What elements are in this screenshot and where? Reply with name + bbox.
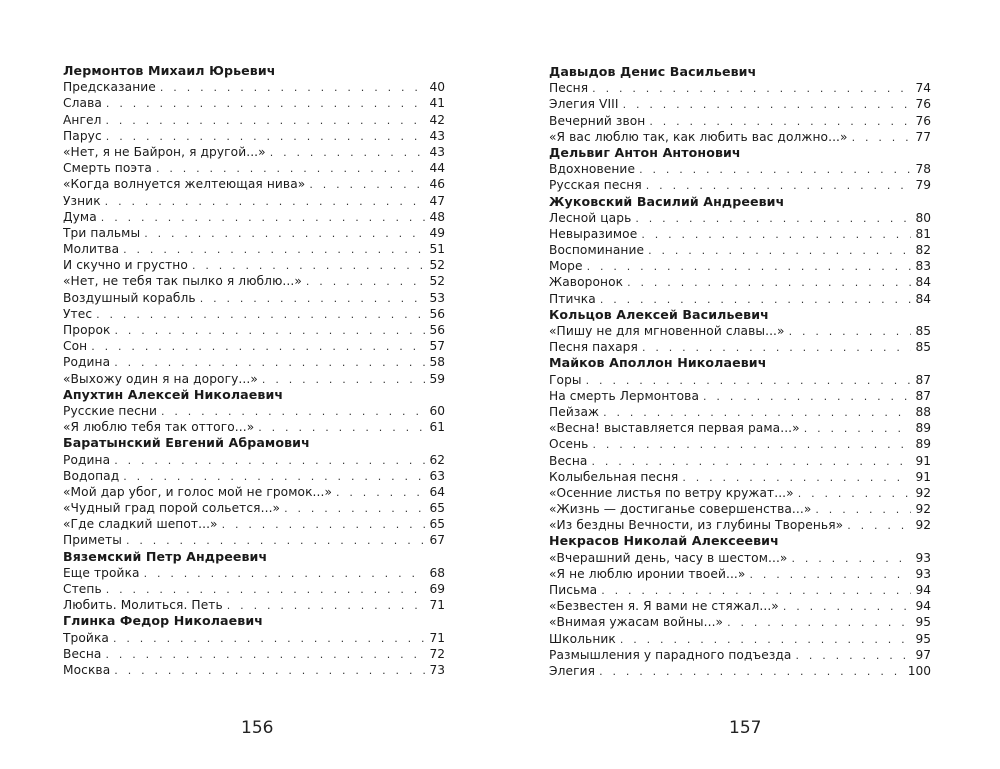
entry-page-number: 94 xyxy=(915,599,931,614)
entry-page-number: 89 xyxy=(915,437,931,452)
author-name: Майков Аполлон Николаевич xyxy=(549,355,767,371)
entry-title: Слава xyxy=(63,96,102,111)
toc-entry xyxy=(63,241,445,257)
dot-leader xyxy=(600,292,912,307)
entry-page-number: 93 xyxy=(915,566,931,581)
dot-leader xyxy=(804,421,912,436)
entry-title: Приметы xyxy=(63,533,122,548)
author-heading xyxy=(549,307,931,323)
toc-entry xyxy=(549,663,931,679)
author-heading xyxy=(549,355,931,371)
toc-entry xyxy=(63,646,445,662)
dot-leader xyxy=(847,518,911,533)
toc-entry xyxy=(549,388,931,404)
toc-entry xyxy=(63,79,445,95)
dot-leader xyxy=(627,275,911,290)
entry-title: Узник xyxy=(63,193,101,208)
entry-page-number: 95 xyxy=(915,615,931,630)
entry-title: Пейзаж xyxy=(549,404,600,419)
dot-leader xyxy=(641,227,911,242)
toc-entry xyxy=(63,273,445,289)
toc-entry xyxy=(63,322,445,338)
toc-entry xyxy=(549,129,931,145)
author-name: Лермонтов Михаил Юрьевич xyxy=(63,63,276,78)
entry-title: Вдохновение xyxy=(549,162,636,177)
toc-entry xyxy=(63,403,445,419)
entry-page-number: 41 xyxy=(429,96,445,111)
entry-title: Элегия xyxy=(549,663,596,678)
toc-entry xyxy=(549,614,931,630)
dot-leader xyxy=(789,324,912,339)
toc-entry xyxy=(63,419,445,435)
toc-entry xyxy=(63,338,445,354)
toc-entry xyxy=(63,193,445,209)
entry-page-number: 93 xyxy=(915,550,931,565)
toc-entry xyxy=(549,469,931,485)
toc-entry xyxy=(549,242,931,258)
entry-page-number: 65 xyxy=(429,517,445,532)
entry-page-number: 62 xyxy=(429,452,445,467)
entry-page-number: 58 xyxy=(429,355,445,370)
toc-entry xyxy=(63,597,445,613)
author-heading xyxy=(549,145,931,161)
entry-title: «Нет, я не Байрон, я другой...» xyxy=(63,144,266,159)
entry-title: Воспоминание xyxy=(549,243,645,258)
author-name: Глинка Федор Николаевич xyxy=(63,613,264,629)
toc-entry xyxy=(549,291,931,307)
entry-title: Предсказание xyxy=(63,80,156,95)
entry-page-number: 81 xyxy=(915,226,931,241)
author-name: Давыдов Денис Васильевич xyxy=(549,64,757,79)
dot-leader xyxy=(592,81,911,96)
author-heading xyxy=(63,613,445,629)
entry-title: «Где сладкий шепот...» xyxy=(63,517,218,532)
dot-leader xyxy=(115,323,426,338)
entry-page-number: 48 xyxy=(429,209,445,224)
author-heading xyxy=(63,435,445,451)
toc-entry xyxy=(63,209,445,225)
entry-title: Колыбельная песня xyxy=(549,469,679,484)
entry-title: «Выхожу один я на дорогу...» xyxy=(63,371,258,386)
dot-leader xyxy=(648,243,911,258)
entry-title: «Я вас люблю так, как любить вас должно...» xyxy=(549,129,848,144)
entry-page-number: 40 xyxy=(429,80,445,95)
entry-page-number: 88 xyxy=(915,404,931,419)
entry-page-number: 92 xyxy=(915,485,931,500)
entry-page-number: 52 xyxy=(429,274,445,289)
author-name: Баратынский Евгений Абрамович xyxy=(63,435,310,451)
entry-title: «Жизнь — достиганье совершенства...» xyxy=(549,502,812,517)
dot-leader xyxy=(639,162,911,177)
toc-entry xyxy=(549,177,931,193)
author-name: Вяземский Петр Андреевич xyxy=(63,548,268,564)
entry-page-number: 85 xyxy=(915,324,931,338)
dot-leader xyxy=(270,145,426,160)
entry-title: Размышления у парадного подъезда xyxy=(549,647,792,662)
dot-leader xyxy=(682,470,911,485)
entry-title: На смерть Лермонтова xyxy=(549,388,700,403)
dot-leader xyxy=(592,454,912,469)
toc-entry xyxy=(63,144,445,160)
dot-leader xyxy=(101,210,426,225)
dot-leader xyxy=(114,355,425,370)
entry-page-number: 91 xyxy=(915,453,931,468)
dot-leader xyxy=(815,502,911,517)
entry-title: Весна xyxy=(549,453,588,468)
toc-entry xyxy=(549,258,931,274)
author-heading xyxy=(549,64,931,80)
dot-leader xyxy=(620,632,912,647)
entry-title: «Нет, не тебя так пылко я люблю...» xyxy=(63,274,302,289)
entry-title: «Пишу не для мгновенной славы...» xyxy=(549,324,785,338)
entry-page-number: 87 xyxy=(915,372,931,387)
dot-leader xyxy=(649,114,911,129)
author-heading xyxy=(549,194,931,210)
entry-page-number: 57 xyxy=(429,339,445,354)
entry-page-number: 56 xyxy=(429,306,445,321)
dot-leader xyxy=(592,437,911,452)
left-page-number: 156 xyxy=(241,718,274,738)
entry-page-number: 44 xyxy=(429,161,445,176)
dot-leader xyxy=(306,274,426,289)
entry-page-number: 60 xyxy=(429,403,445,418)
entry-page-number: 65 xyxy=(429,501,445,516)
entry-title: «Весна! выставляется первая рама...» xyxy=(549,421,800,436)
entry-title: Сон xyxy=(63,339,88,354)
toc-entry xyxy=(63,468,445,484)
entry-title: «Осенние листья по ветру кружат...» xyxy=(549,485,794,500)
entry-page-number: 61 xyxy=(429,420,445,435)
entry-title: Песня xyxy=(549,81,589,96)
entry-page-number: 94 xyxy=(915,583,931,597)
entry-page-number: 52 xyxy=(429,258,445,273)
entry-title: Вечерний звон xyxy=(549,113,646,128)
dot-leader xyxy=(106,647,426,662)
entry-title: «Я не люблю иронии твоей...» xyxy=(549,566,746,581)
entry-title: Ангел xyxy=(63,112,102,127)
entry-page-number: 56 xyxy=(429,323,445,337)
toc-entry xyxy=(549,80,931,96)
toc-entry xyxy=(63,565,445,581)
entry-title: Письма xyxy=(549,583,598,597)
entry-page-number: 71 xyxy=(429,630,445,645)
entry-title: «Безвестен я. Я вами не стяжал...» xyxy=(549,599,779,614)
entry-page-number: 43 xyxy=(429,144,445,159)
toc-entry xyxy=(549,96,931,112)
entry-title: Лесной царь xyxy=(549,210,632,225)
entry-title: Родина xyxy=(63,452,111,467)
entry-title: Дума xyxy=(63,209,97,224)
dot-leader xyxy=(258,420,425,435)
entry-page-number: 89 xyxy=(915,421,931,436)
entry-page-number: 64 xyxy=(429,484,445,499)
entry-title: «Внимая ужасам войны...» xyxy=(549,615,724,630)
entry-page-number: 53 xyxy=(429,290,445,305)
toc-entry xyxy=(549,453,931,469)
entry-page-number: 82 xyxy=(915,243,931,258)
entry-page-number: 43 xyxy=(429,128,445,143)
entry-page-number: 42 xyxy=(429,112,445,127)
dot-leader xyxy=(635,211,911,226)
dot-leader xyxy=(852,130,912,145)
dot-leader xyxy=(227,598,426,613)
entry-title: Море xyxy=(549,259,583,274)
toc-entry xyxy=(549,566,931,582)
toc-entry xyxy=(549,372,931,388)
entry-page-number: 92 xyxy=(915,518,931,533)
entry-page-number: 84 xyxy=(915,275,931,290)
entry-page-number: 49 xyxy=(429,225,445,240)
entry-page-number: 84 xyxy=(915,291,931,306)
toc-entry xyxy=(549,647,931,663)
dot-leader xyxy=(123,242,425,257)
entry-title: Молитва xyxy=(63,242,120,257)
author-name: Некрасов Николай Алексеевич xyxy=(549,533,779,549)
toc-entry xyxy=(63,128,445,144)
entry-title: Тройка xyxy=(63,630,109,645)
dot-leader xyxy=(796,648,912,663)
entry-title: Горы xyxy=(549,372,582,387)
entry-page-number: 83 xyxy=(915,259,931,274)
right-page-toc xyxy=(549,64,931,679)
dot-leader xyxy=(91,339,425,354)
toc-entry xyxy=(63,500,445,516)
dot-leader xyxy=(599,664,904,679)
entry-page-number: 59 xyxy=(429,371,445,386)
entry-title: Воздушный корабль xyxy=(63,290,196,305)
toc-entry xyxy=(549,339,931,355)
entry-title: Птичка xyxy=(549,291,596,306)
dot-leader xyxy=(284,501,425,516)
author-heading xyxy=(63,387,445,403)
dot-leader xyxy=(791,551,911,566)
dot-leader xyxy=(144,566,426,581)
right-page-number: 157 xyxy=(729,718,762,738)
dot-leader xyxy=(587,259,912,274)
toc-entry xyxy=(63,662,445,678)
dot-leader xyxy=(727,615,911,630)
entry-title: Родина xyxy=(63,355,111,370)
toc-entry xyxy=(549,598,931,614)
toc-entry xyxy=(63,306,445,322)
toc-entry xyxy=(63,354,445,370)
author-name: Жуковский Василий Андреевич xyxy=(549,193,785,209)
dot-leader xyxy=(783,599,912,614)
entry-page-number: 100 xyxy=(907,663,931,678)
entry-page-number: 71 xyxy=(429,598,445,613)
entry-title: Водопад xyxy=(63,468,120,483)
left-page-toc xyxy=(63,63,445,678)
toc-entry xyxy=(549,501,931,517)
entry-title: «Я люблю тебя так оттого...» xyxy=(63,420,255,435)
entry-page-number: 76 xyxy=(915,97,931,112)
toc-entry xyxy=(63,630,445,646)
toc-entry xyxy=(63,225,445,241)
dot-leader xyxy=(336,485,425,500)
dot-leader xyxy=(798,486,912,501)
entry-page-number: 87 xyxy=(915,388,931,403)
toc-entry xyxy=(549,226,931,242)
dot-leader xyxy=(642,340,912,355)
entry-title: «Вчерашний день, часу в шестом...» xyxy=(549,550,788,565)
dot-leader xyxy=(222,517,426,532)
dot-leader xyxy=(646,178,912,193)
dot-leader xyxy=(309,177,425,192)
dot-leader xyxy=(586,373,912,388)
dot-leader xyxy=(160,80,426,95)
dot-leader xyxy=(156,161,426,176)
toc-entry xyxy=(63,95,445,111)
toc-entry xyxy=(549,631,931,647)
toc-entry xyxy=(549,210,931,226)
dot-leader xyxy=(113,631,425,646)
toc-entry xyxy=(63,371,445,387)
entry-page-number: 46 xyxy=(429,177,445,192)
entry-title: Песня пахаря xyxy=(549,340,638,355)
toc-entry xyxy=(63,257,445,273)
entry-title: Жаворонок xyxy=(549,275,624,290)
toc-entry xyxy=(549,113,931,129)
toc-entry xyxy=(63,160,445,176)
entry-page-number: 73 xyxy=(429,662,445,677)
dot-leader xyxy=(623,97,912,112)
toc-entry xyxy=(549,420,931,436)
toc-entry xyxy=(63,290,445,306)
entry-title: Школьник xyxy=(549,631,616,646)
entry-page-number: 69 xyxy=(429,582,445,596)
toc-entry xyxy=(63,452,445,468)
entry-page-number: 78 xyxy=(915,162,931,177)
entry-title: Утес xyxy=(63,306,93,321)
dot-leader xyxy=(192,258,426,273)
entry-title: «Когда волнуется желтеющая нива» xyxy=(63,177,306,192)
toc-entry xyxy=(549,550,931,566)
toc-entry xyxy=(63,581,445,597)
toc-entry xyxy=(549,323,931,339)
author-heading xyxy=(549,533,931,549)
toc-entry xyxy=(549,517,931,533)
entry-page-number: 77 xyxy=(915,129,931,144)
entry-title: «Мой дар убог, и голос мой не громок...» xyxy=(63,484,333,499)
dot-leader xyxy=(106,113,426,128)
dot-leader xyxy=(96,307,425,322)
entry-page-number: 51 xyxy=(429,242,445,257)
entry-page-number: 63 xyxy=(429,468,445,483)
entry-page-number: 95 xyxy=(915,631,931,646)
author-name: Кольцов Алексей Васильевич xyxy=(549,306,769,322)
toc-entry xyxy=(549,485,931,501)
dot-leader xyxy=(144,226,425,241)
toc-entry xyxy=(549,161,931,177)
author-name: Дельвиг Антон Антонович xyxy=(549,144,741,160)
toc-entry xyxy=(63,112,445,128)
dot-leader xyxy=(200,291,426,306)
dot-leader xyxy=(126,533,426,548)
dot-leader xyxy=(703,389,911,404)
toc-entry xyxy=(63,176,445,192)
toc-entry xyxy=(549,404,931,420)
entry-title: Еще тройка xyxy=(63,565,140,580)
entry-page-number: 68 xyxy=(429,565,445,580)
entry-title: Москва xyxy=(63,662,111,677)
toc-entry xyxy=(549,582,931,598)
entry-title: Три пальмы xyxy=(63,225,141,240)
entry-page-number: 67 xyxy=(429,533,445,548)
dot-leader xyxy=(106,96,426,111)
dot-leader xyxy=(114,663,425,678)
entry-page-number: 76 xyxy=(915,113,931,128)
author-heading xyxy=(63,549,445,565)
toc-entry xyxy=(549,436,931,452)
entry-title: Парус xyxy=(63,128,102,143)
author-heading xyxy=(63,63,445,79)
dot-leader xyxy=(262,372,426,387)
dot-leader xyxy=(114,453,425,468)
entry-page-number: 92 xyxy=(915,502,931,517)
entry-page-number: 97 xyxy=(915,647,931,662)
entry-title: Русские песни xyxy=(63,403,157,418)
entry-title: «Чудный град порой сольется...» xyxy=(63,501,281,516)
entry-title: И скучно и грустно xyxy=(63,258,188,273)
entry-title: Весна xyxy=(63,646,102,661)
entry-title: Невыразимое xyxy=(549,226,638,241)
entry-page-number: 91 xyxy=(915,469,931,484)
entry-page-number: 85 xyxy=(915,340,931,355)
dot-leader xyxy=(105,194,426,209)
dot-leader xyxy=(106,129,426,144)
entry-title: Элегия VIII xyxy=(549,97,619,112)
entry-title: Осень xyxy=(549,437,589,452)
dot-leader xyxy=(161,404,426,419)
entry-title: Русская песня xyxy=(549,178,642,193)
entry-page-number: 74 xyxy=(915,81,931,96)
entry-page-number: 72 xyxy=(429,646,445,661)
entry-page-number: 47 xyxy=(429,193,445,208)
entry-page-number: 80 xyxy=(915,210,931,225)
entry-title: Степь xyxy=(63,582,102,596)
toc-entry xyxy=(63,532,445,548)
entry-title: Любить. Молиться. Петь xyxy=(63,598,223,613)
dot-leader xyxy=(603,405,911,420)
dot-leader xyxy=(601,583,911,598)
toc-entry xyxy=(549,274,931,290)
toc-entry xyxy=(63,516,445,532)
dot-leader xyxy=(123,469,425,484)
toc-entry xyxy=(63,484,445,500)
author-name: Апухтин Алексей Николаевич xyxy=(63,386,284,402)
entry-title: «Из бездны Вечности, из глубины Творенья» xyxy=(549,518,844,533)
entry-page-number: 79 xyxy=(915,178,931,193)
dot-leader xyxy=(106,582,426,597)
dot-leader xyxy=(749,567,911,582)
entry-title: Пророк xyxy=(63,323,111,337)
entry-title: Смерть поэта xyxy=(63,161,152,176)
